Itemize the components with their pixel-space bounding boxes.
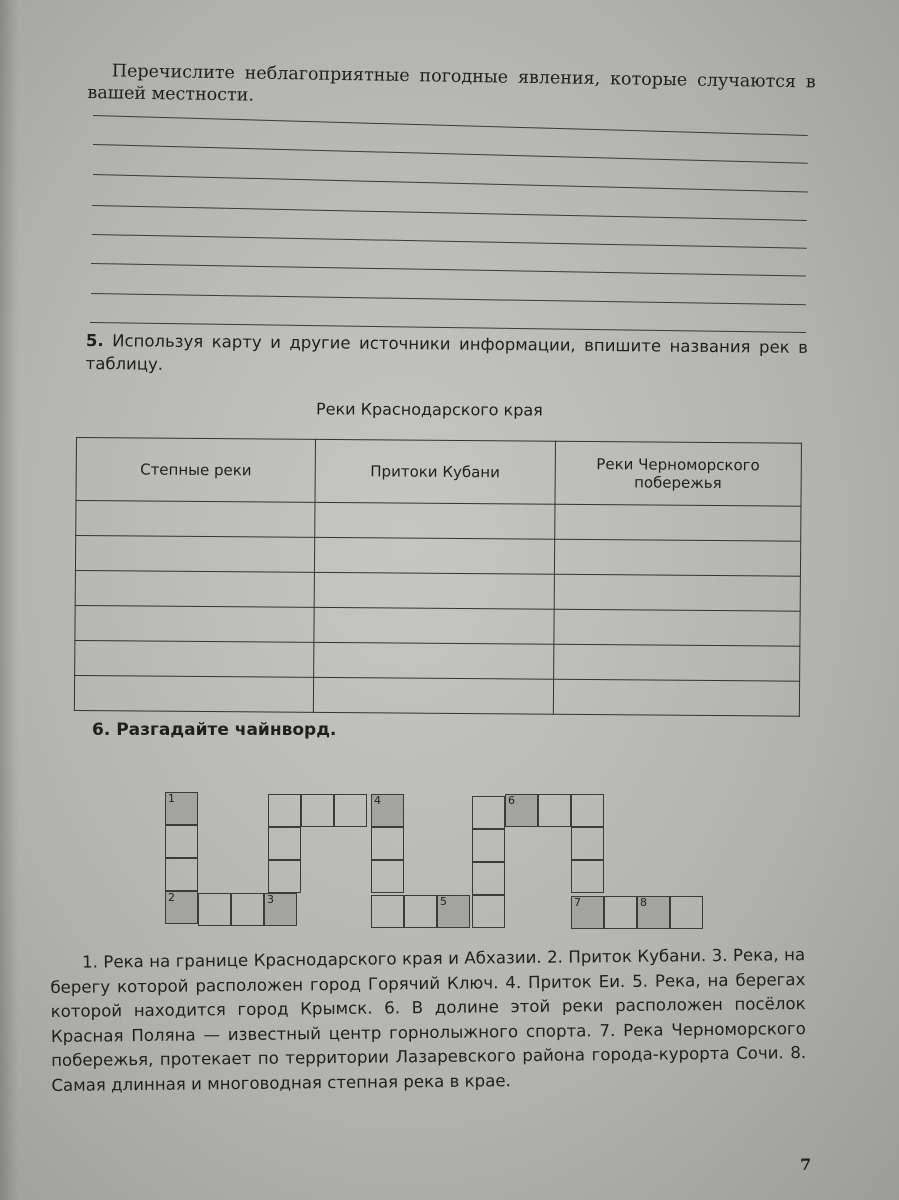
chainword-cell[interactable] xyxy=(670,896,703,929)
column-header: Степные реки xyxy=(76,438,316,503)
chainword-cell[interactable] xyxy=(604,896,637,929)
chainword-cell[interactable] xyxy=(505,794,538,827)
chainword-cell[interactable] xyxy=(472,862,505,895)
chainword-cell[interactable] xyxy=(371,860,404,893)
table-title: Реки Краснодарского края xyxy=(315,399,543,420)
chainword-cell[interactable] xyxy=(472,796,505,829)
chainword-cell[interactable] xyxy=(264,893,297,926)
chainword-cell[interactable] xyxy=(165,825,198,858)
chainword-cell[interactable] xyxy=(371,895,404,928)
chainword-cell[interactable] xyxy=(637,896,670,929)
chainword-cell[interactable] xyxy=(538,794,571,827)
clues-text: 1. Река на границе Краснодарского края и Абхазии. 2. Приток Кубани. 3. Река, на берегу которой расположен город Горячий Ключ. 4. Приток Еи. 5. Река, на берегах которой находится город Крымск. 6. В долине этой реки расположен посёлок Красная Поляна — известный центр горнолыжного спорта. 7. Река Черноморского побережья, протекает по территории Лазаревского района города-курорта Сочи. 8. Самая длинная и многоводная степная река в крае. xyxy=(50,945,807,1095)
chainword-cell[interactable] xyxy=(334,794,367,827)
page-number: 7 xyxy=(800,1155,812,1174)
chainword-cell[interactable] xyxy=(571,896,604,929)
cell-number: 6 xyxy=(508,794,515,807)
chainword-cell[interactable] xyxy=(268,860,301,893)
chainword-cell[interactable] xyxy=(472,895,505,928)
column-header: Реки Черноморского побережья xyxy=(554,441,801,506)
chainword-cell[interactable] xyxy=(371,827,404,860)
chainword-cell[interactable] xyxy=(165,891,198,924)
chainword-cell[interactable] xyxy=(472,829,505,862)
cell-number: 5 xyxy=(440,895,447,908)
cell-number: 8 xyxy=(640,896,647,909)
chainword-cell[interactable] xyxy=(268,827,301,860)
cell-number: 2 xyxy=(168,891,175,904)
cell-number: 7 xyxy=(574,896,581,909)
chainword-cell[interactable] xyxy=(165,792,198,825)
question-5-text: Используя карту и другие источники информации, впишите названия рек в таблицу. xyxy=(85,331,808,374)
chainword-cell[interactable] xyxy=(231,893,264,926)
chainword-clues xyxy=(50,943,807,1098)
cell-number: 1 xyxy=(168,792,175,805)
chainword-cell[interactable] xyxy=(437,895,470,928)
chainword-cell[interactable] xyxy=(198,893,231,926)
chainword-cell[interactable] xyxy=(571,827,604,860)
chainword-cell[interactable] xyxy=(571,860,604,893)
chainword-cell[interactable] xyxy=(371,794,404,827)
chainword-cell[interactable] xyxy=(404,895,437,928)
chainword-cell[interactable] xyxy=(165,858,198,891)
column-header: Притоки Кубани xyxy=(315,439,555,504)
question-6: 6. Разгадайте чайнворд. xyxy=(92,720,337,740)
chainword-cell[interactable] xyxy=(301,794,334,827)
intro-text: Перечислите неблагоприятные погодные явления, которые случаются в вашей местности. xyxy=(87,61,816,106)
question-5-number: 5. xyxy=(85,330,104,351)
cell-number: 3 xyxy=(267,893,274,906)
chainword-cell[interactable] xyxy=(571,794,604,827)
chainword-cell[interactable] xyxy=(268,794,301,827)
cell-number: 4 xyxy=(374,794,381,807)
